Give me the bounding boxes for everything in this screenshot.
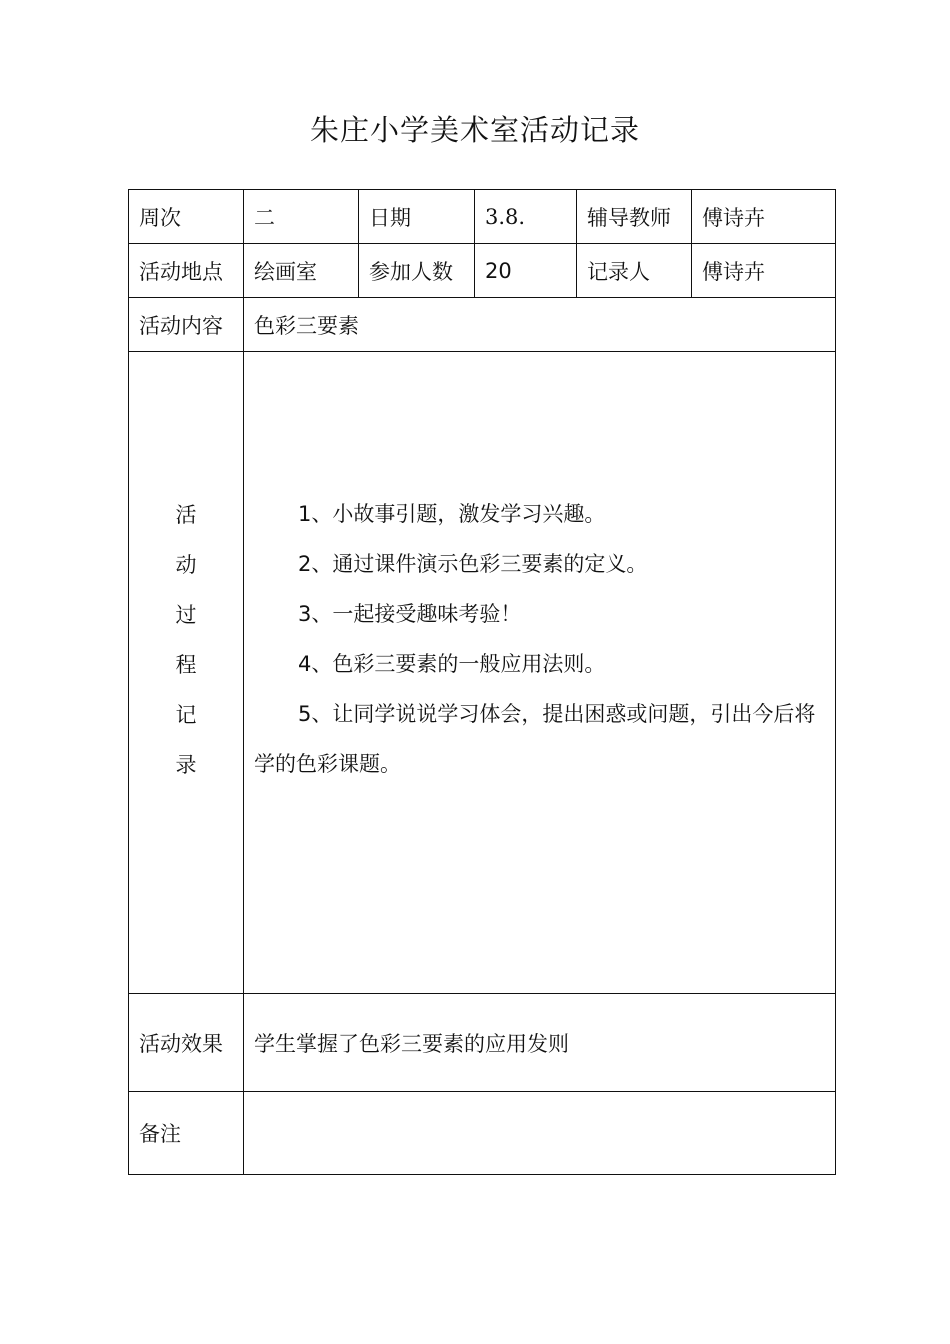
step-text: 、一起接受趣味考验！ <box>311 601 522 626</box>
recorder-label: 记录人 <box>577 244 692 298</box>
process-label-char: 程 <box>175 652 197 677</box>
location-value: 绘画室 <box>244 244 359 298</box>
table-row-process <box>129 352 836 994</box>
process-steps <box>254 489 827 789</box>
step-text: 、通过课件演示色彩三要素的定义。 <box>311 551 648 576</box>
process-label <box>129 501 243 780</box>
page-title: 朱庄小学美术室活动记录 <box>309 113 640 147</box>
process-step <box>254 539 827 589</box>
step-text: 、色彩三要素的一般应用法则。 <box>311 651 606 676</box>
step-text: 、小故事引题，激发学习兴趣。 <box>311 501 606 526</box>
activity-record-table <box>128 189 836 1175</box>
location-label: 活动地点 <box>129 244 244 298</box>
effect-label: 活动效果 <box>129 994 244 1092</box>
process-label-char: 录 <box>175 752 197 777</box>
process-step <box>254 589 827 639</box>
teacher-label: 辅导教师 <box>577 190 692 244</box>
notes-value <box>244 1092 836 1175</box>
table-row-effect <box>129 994 836 1092</box>
recorder-value: 傅诗卉 <box>692 244 836 298</box>
participants-label: 参加人数 <box>359 244 475 298</box>
step-number: 3 <box>298 601 312 626</box>
process-label-char: 过 <box>175 602 197 627</box>
date-label: 日期 <box>359 190 475 244</box>
step-number: 5 <box>298 701 312 726</box>
step-number: 1 <box>298 501 312 526</box>
step-text: 、让同学说说学习体会，提出困惑或问题，引出今后将学的色彩课题。 <box>254 701 816 776</box>
content-value: 色彩三要素 <box>244 298 836 352</box>
process-label-char: 记 <box>175 702 197 727</box>
week-label: 周次 <box>129 190 244 244</box>
week-value: 二 <box>244 190 359 244</box>
table-row-location <box>129 244 836 298</box>
date-value: 3.8. <box>475 190 577 244</box>
step-number: 2 <box>298 551 312 576</box>
participants-value: 20 <box>475 244 577 298</box>
notes-label: 备注 <box>129 1092 244 1175</box>
process-step <box>254 639 827 689</box>
process-label-char: 动 <box>175 552 197 577</box>
effect-value: 学生掌握了色彩三要素的应用发则 <box>244 994 836 1092</box>
step-number: 4 <box>298 651 312 676</box>
process-label-cell <box>129 352 244 994</box>
process-body <box>244 352 836 994</box>
table-row-notes <box>129 1092 836 1175</box>
teacher-value: 傅诗卉 <box>692 190 836 244</box>
process-step <box>254 489 827 539</box>
process-label-char: 活 <box>175 502 197 527</box>
process-step <box>254 689 827 789</box>
table-row-week <box>129 190 836 244</box>
content-label: 活动内容 <box>129 298 244 352</box>
table-row-content <box>129 298 836 352</box>
